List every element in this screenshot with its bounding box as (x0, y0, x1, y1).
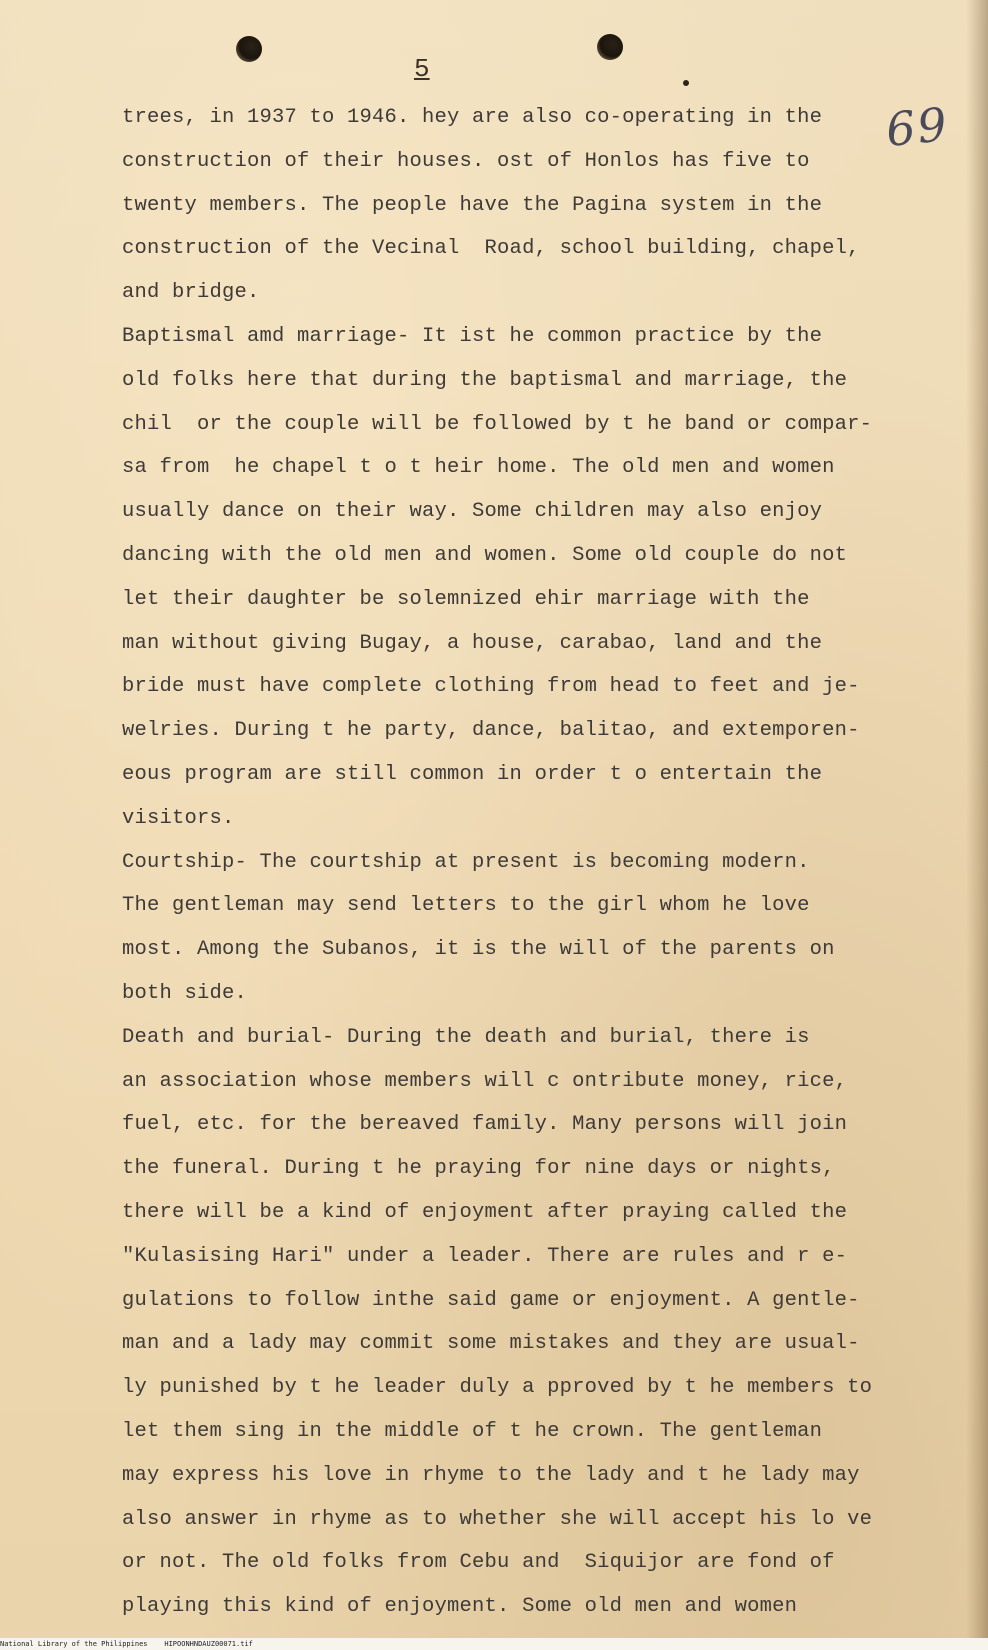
typewritten-body (122, 96, 942, 1629)
text-line: or not. The old folks from Cebu and Siquijor are fond of (122, 1551, 835, 1575)
text-line: an association whose members will c ontribute money, rice, (122, 1069, 848, 1093)
page-edge-shadow (966, 0, 988, 1650)
text-line: let their daughter be solemnized ehir marriage with the (122, 587, 810, 611)
text-line: construction of the Vecinal Road, school building, chapel, (122, 237, 860, 261)
footer-library: National Library of the Philippines (0, 1640, 148, 1648)
text-line: both side. (122, 981, 248, 1005)
text-line: man without giving Bugay, a house, carabao, land and the (122, 631, 823, 655)
scan-footer (0, 1638, 988, 1650)
text-line: eous program are still common in order t o entertain the (122, 762, 823, 786)
text-line: visitors. (122, 806, 235, 830)
ink-dot (683, 80, 689, 86)
text-line: let them sing in the middle of t he crown. The gentleman (122, 1419, 823, 1443)
punch-hole-left (236, 36, 262, 62)
punch-hole-right (597, 34, 623, 60)
text-line: chil or the couple will be followed by t he band or compar- (122, 412, 873, 436)
text-line: there will be a kind of enjoyment after praying called the (122, 1200, 848, 1224)
text-line: fuel, etc. for the bereaved family. Many persons will join (122, 1113, 848, 1137)
footer-file-name: HIPOONHNDAUZ00071.tif (164, 1640, 253, 1648)
text-line: sa from he chapel t o t heir home. The old men and women (122, 456, 835, 480)
text-line: the funeral. During t he praying for nine days or nights, (122, 1157, 835, 1181)
margin-annotation: 69 (883, 96, 952, 158)
text-line: Courtship- The courtship at present is becoming modern. (122, 850, 810, 874)
text-line: also answer in rhyme as to whether she will accept his lo ve (122, 1507, 873, 1531)
text-line: playing this kind of enjoyment. Some old men and women (122, 1595, 798, 1619)
text-line: The gentleman may send letters to the girl whom he love (122, 894, 810, 918)
text-line: usually dance on their way. Some children may also enjoy (122, 500, 823, 524)
text-line: old folks here that during the baptismal and marriage, the (122, 368, 848, 392)
text-line: "Kulasising Hari" under a leader. There are rules and r e- (122, 1244, 848, 1268)
text-line: construction of their houses. ost of Honlos has five to (122, 149, 810, 173)
text-line: bride must have complete clothing from head to feet and je- (122, 675, 860, 699)
text-line: dancing with the old men and women. Some old couple do not (122, 543, 848, 567)
text-line: man and a lady may commit some mistakes and they are usual- (122, 1332, 860, 1356)
text-line: may express his love in rhyme to the lady and t he lady may (122, 1463, 860, 1487)
page-number: 5 (414, 54, 430, 84)
text-line: welries. During t he party, dance, balitao, and extemporen- (122, 719, 860, 743)
text-line: ly punished by t he leader duly a pproved by t he members to (122, 1376, 873, 1400)
text-line: trees, in 1937 to 1946. hey are also co-operating in the (122, 106, 823, 129)
text-line: and bridge. (122, 281, 260, 305)
text-line: twenty members. The people have the Pagina system in the (122, 193, 823, 217)
text-line: Baptismal amd marriage- It ist he common practice by the (122, 324, 823, 348)
text-line: most. Among the Subanos, it is the will of the parents on (122, 938, 835, 962)
text-line: Death and burial- During the death and burial, there is (122, 1025, 810, 1049)
text-line: gulations to follow inthe said game or enjoyment. A gentle- (122, 1288, 860, 1312)
